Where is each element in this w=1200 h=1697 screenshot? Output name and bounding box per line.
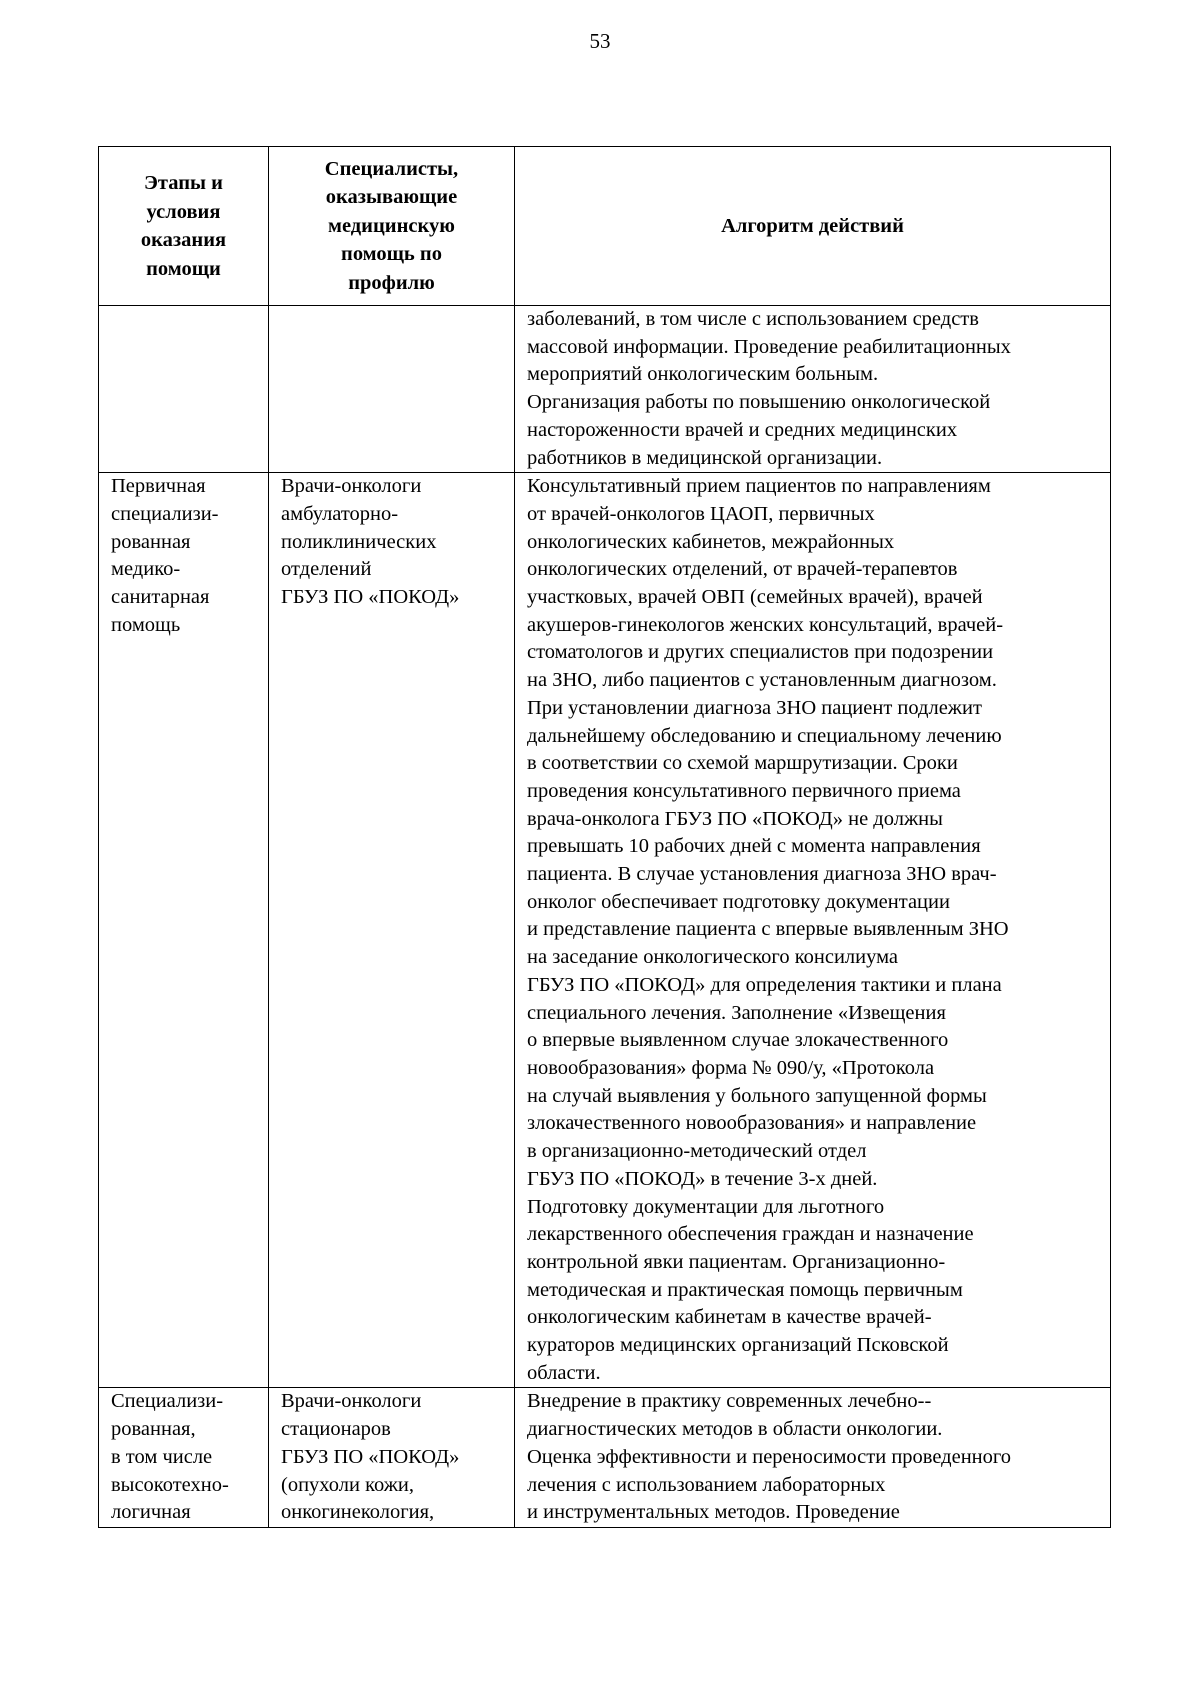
cell-line: о впервые выявленном случае злокачественного [527, 1029, 949, 1052]
cell-line: дальнейшему обследованию и специальному лечению [527, 724, 1002, 747]
cell-algorithm [515, 1388, 1111, 1528]
cell-line: диагностических методов в области онкологии. [527, 1418, 943, 1441]
cell-line: методическая и практическая помощь первичным [527, 1278, 963, 1301]
cell-line: поликлинических [281, 530, 437, 553]
cell-stage [99, 1388, 269, 1528]
cell-line: отделений [281, 558, 372, 581]
cell-line: настороженности врачей и средних медицинских [527, 418, 958, 441]
cell-line: оказывающие [325, 186, 458, 209]
cell-line: специализи- [111, 502, 219, 525]
table-header [99, 147, 1111, 306]
cell-line: Специалисты, [324, 157, 459, 180]
cell-line: акушеров-гинекологов женских консультаций, врачей- [527, 613, 1004, 636]
cell-line: Первичная [111, 475, 206, 498]
cell-line: в организационно-методический отдел [527, 1140, 867, 1163]
cell-line: Врачи-онкологи [281, 1390, 422, 1413]
cell-line: пациента. В случае установления диагноза ЗНО врач- [527, 863, 997, 886]
table-row [99, 1388, 1111, 1528]
cell-line: превышать 10 рабочих дней с момента направления [527, 835, 981, 858]
cell-line: области. [527, 1361, 601, 1384]
cell-algorithm [515, 306, 1111, 473]
cell-line: медико- [111, 558, 181, 581]
cell-algorithm [515, 473, 1111, 1388]
cell-line: онкогинекология, [281, 1501, 435, 1524]
cell-line: ГБУЗ ПО «ПОКОД» для определения тактики и плана [527, 973, 1002, 996]
cell-line: логичная [111, 1501, 191, 1524]
cell-line: заболеваний, в том числе с использованием средств [527, 308, 979, 330]
cell-line: Этапы и [144, 172, 223, 194]
cell-line: Консультативный прием пациентов по направлениям [527, 475, 991, 498]
cell-line: Внедрение в практику современных лечебно-- [527, 1390, 932, 1413]
cell-line: в соответствии со схемой маршрутизации. Сроки [527, 752, 958, 775]
cell-line: мероприятий онкологическим больным. [527, 363, 879, 386]
cell-line: профилю [348, 271, 435, 294]
cell-line: на ЗНО, либо пациентов с установленным диагнозом. [527, 669, 997, 692]
cell-line: условия [146, 200, 221, 223]
cell-line: и инструментальных методов. Проведение [527, 1501, 900, 1524]
cell-line: высокотехно- [111, 1473, 229, 1496]
cell-line: ГБУЗ ПО «ПОКОД» в течение 3-х дней. [527, 1167, 878, 1190]
cell-line: и представление пациента с впервые выявленным ЗНО [527, 918, 1009, 941]
cell-line: кураторов медицинских организаций Псковской [527, 1334, 949, 1357]
cell-line: Врачи-онкологи [281, 475, 422, 498]
cell-line: Алгоритм действий [721, 214, 904, 237]
cell-specialists [269, 1388, 515, 1528]
cell-line: от врачей-онкологов ЦАОП, первичных [527, 502, 875, 525]
cell-line: амбулаторно- [281, 502, 399, 525]
cell-line: медицинскую [328, 214, 455, 237]
cell-line: рованная, [111, 1418, 196, 1441]
cell-line: онкологических отделений, от врачей-терапевтов [527, 558, 958, 581]
cell-line: ГБУЗ ПО «ПОКОД» [281, 1445, 460, 1468]
cell-line: помощь по [341, 243, 442, 266]
cell-line: (опухоли кожи, [281, 1473, 414, 1496]
cell-stage [99, 473, 269, 1388]
cell-line: помощь [111, 613, 181, 636]
cell-specialists [269, 473, 515, 1388]
cell-line: злокачественного новообразования» и направление [527, 1112, 977, 1135]
cell-line: рованная [111, 530, 191, 553]
cell-specialists [269, 306, 515, 473]
cell-line: лекарственного обеспечения граждан и назначение [527, 1223, 974, 1246]
cell-line: оказания [140, 229, 227, 251]
page-number: 53 [589, 29, 611, 53]
cell-line: Специализи- [111, 1390, 224, 1413]
cell-line: помощи [146, 257, 221, 280]
cell-line: лечения с использованием лабораторных [527, 1473, 886, 1496]
table-row [99, 306, 1111, 473]
cell-line: на заседание онкологического консилиума [527, 946, 899, 969]
cell-line: массовой информации. Проведение реабилитационных [527, 335, 1011, 358]
routing-table [98, 146, 1111, 1528]
cell-line: стоматологов и других специалистов при подозрении [527, 641, 994, 664]
cell-stage [99, 306, 269, 473]
cell-line: контрольной явки пациентам. Организационно- [527, 1250, 946, 1273]
cell-line: онкологическим кабинетам в качестве врачей- [527, 1306, 932, 1329]
header-algorithm [515, 147, 1111, 306]
cell-line: врача-онколога ГБУЗ ПО «ПОКОД» не должны [527, 807, 943, 830]
header-specialists [269, 147, 515, 306]
cell-line: на случай выявления у больного запущенной формы [527, 1084, 987, 1107]
cell-line: проведения консультативного первичного приема [527, 779, 961, 802]
cell-line: новообразования» форма № 090/у, «Протокола [527, 1056, 935, 1079]
cell-line: работников в медицинской организации. [527, 446, 883, 469]
cell-line: Оценка эффективности и переносимости проведенного [527, 1445, 1012, 1468]
cell-line: Подготовку документации для льготного [527, 1195, 885, 1218]
cell-line: онкологических кабинетов, межрайонных [527, 530, 895, 553]
cell-line: При установлении диагноза ЗНО пациент подлежит [527, 696, 982, 719]
cell-line: онколог обеспечивает подготовку документации [527, 890, 950, 913]
cell-line: санитарная [111, 586, 210, 609]
cell-line: участковых, врачей ОВП (семейных врачей), врачей [527, 586, 983, 609]
cell-line: специального лечения. Заполнение «Извещения [527, 1001, 946, 1024]
cell-line: стационаров [281, 1418, 391, 1441]
cell-line: ГБУЗ ПО «ПОКОД» [281, 586, 460, 609]
header-stage [99, 147, 269, 306]
cell-line: Организация работы по повышению онкологической [527, 391, 991, 414]
cell-line: в том числе [111, 1445, 213, 1468]
table-row [99, 473, 1111, 1388]
